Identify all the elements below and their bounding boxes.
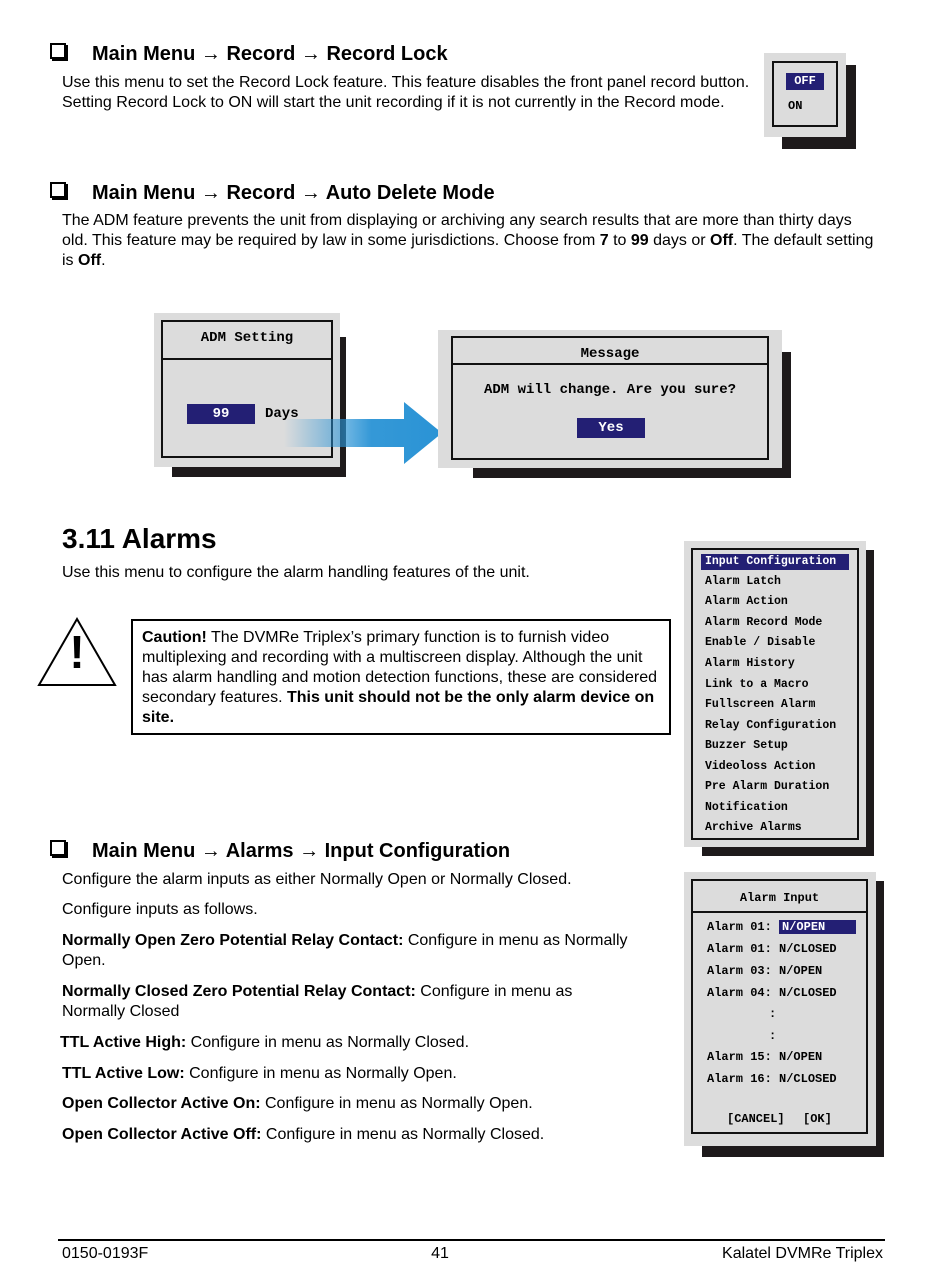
menu-item-videoloss-action[interactable]: Videoloss Action (705, 760, 816, 773)
message-dialog (438, 330, 782, 468)
menu-item-alarm-record-mode[interactable]: Alarm Record Mode (705, 616, 823, 629)
menu-item-notification[interactable]: Notification (705, 801, 788, 814)
record-lock-description: Use this menu to set the Record Lock feature. This feature disables the front panel record button. Setting Record Lock to ON will start the unit recording if it is not currently in the Record mode. (62, 74, 750, 111)
menu-item-pre-alarm-duration[interactable]: Pre Alarm Duration (705, 780, 830, 793)
input-config-p2: Configure inputs as follows. (62, 901, 258, 918)
menu-item-alarm-action[interactable]: Alarm Action (705, 595, 788, 608)
message-title: Message (580, 346, 640, 362)
checkbox-bullet-icon (50, 182, 66, 198)
alarm-row[interactable]: Alarm 04: N/CLOSED (707, 986, 837, 1000)
menu-item-link-to-macro[interactable]: Link to a Macro (705, 678, 809, 691)
record-lock-option-on[interactable]: ON (788, 99, 803, 113)
input-config-p1: Configure the alarm inputs as either Normally Open or Normally Closed. (62, 871, 572, 888)
section-title: 3.11 Alarms (62, 523, 217, 554)
menu-item-archive-alarms[interactable]: Archive Alarms (705, 821, 802, 834)
config-item: TTL Active High: Configure in menu as Normally Closed. (60, 1034, 470, 1051)
footer-doc-number: 0150-0193F (62, 1245, 149, 1262)
alarm-row[interactable]: Alarm 01: N/CLOSED (707, 942, 837, 956)
warning-exclamation: ! (69, 626, 85, 678)
divider (693, 911, 866, 913)
alarm-row[interactable]: Alarm 03: N/OPEN (707, 964, 823, 978)
alarms-menu (684, 541, 866, 847)
adm-days-input[interactable]: 99 (187, 404, 255, 424)
ellipsis: : (769, 1007, 777, 1021)
footer-rule (58, 1239, 885, 1241)
divider (453, 363, 767, 365)
alarm-input-dialog (684, 872, 876, 1146)
cancel-button[interactable]: [CANCEL] (727, 1112, 785, 1126)
config-item: TTL Active Low: Configure in menu as Normally Open. (62, 1065, 457, 1082)
menu-item-fullscreen-alarm[interactable]: Fullscreen Alarm (705, 698, 816, 711)
alarm-value-selected[interactable]: N/OPEN (779, 920, 856, 934)
ellipsis: : (769, 1029, 777, 1043)
ok-button[interactable]: [OK] (803, 1112, 832, 1126)
menu-item-buzzer-setup[interactable]: Buzzer Setup (705, 739, 788, 752)
alarm-row[interactable]: Alarm 01: N/OPEN (707, 920, 856, 934)
alarm-input-title: Alarm Input (739, 891, 820, 905)
caution-box (131, 619, 671, 735)
adm-days-label: Days (265, 406, 299, 422)
record-lock-menu (764, 53, 846, 137)
alarms-intro: Use this menu to configure the alarm handling features of the unit. (62, 564, 530, 581)
heading-record-lock: Main Menu → Record → Record Lock (50, 43, 448, 66)
adm-description: The ADM feature prevents the unit from displaying or archiving any search results that are more than thirty days old. This feature may be required by law in some jurisdictions. Choose from 7 to 99 days or Off. The default setting is Off. (62, 212, 874, 269)
config-item: Open Collector Active Off: Configure in menu as Normally Closed. (62, 1126, 545, 1143)
heading-auto-delete-mode: Main Menu → Record → Auto Delete Mode (50, 182, 495, 205)
yes-button[interactable]: Yes (577, 418, 645, 438)
record-lock-option-off[interactable]: OFF (786, 73, 824, 90)
menu-item-alarm-history[interactable]: Alarm History (705, 657, 795, 670)
divider (163, 358, 331, 360)
heading-input-configuration: Main Menu → Alarms → Input Configuration (50, 840, 510, 863)
menu-item-relay-configuration[interactable]: Relay Configuration (705, 719, 837, 732)
config-item: Normally Closed Zero Potential Relay Contact: Configure in menu as Normally Closed (62, 983, 573, 1020)
footer-product: Kalatel DVMRe Triplex (722, 1245, 883, 1262)
caution-text: Caution! The DVMRe Triplex’s primary function is to furnish video multiplexing and recording with a multiscreen display. Although the unit has alarm handling and motion detection functions, these are considered secondary features. This unit should not be the only alarm device on site. (142, 629, 657, 726)
config-item: Normally Open Zero Potential Relay Contact: Configure in menu as Normally Open. (62, 932, 628, 969)
menu-item-input-configuration[interactable]: Input Configuration (701, 554, 849, 570)
menu-item-alarm-latch[interactable]: Alarm Latch (705, 575, 781, 588)
checkbox-bullet-icon (50, 840, 66, 856)
message-text: ADM will change. Are you sure? (483, 382, 737, 398)
footer-page-number: 41 (431, 1245, 449, 1262)
adm-setting-title: ADM Setting (200, 330, 294, 346)
checkbox-bullet-icon (50, 43, 66, 59)
config-item: Open Collector Active On: Configure in menu as Normally Open. (62, 1095, 533, 1112)
arrow-right-icon (284, 402, 444, 464)
menu-item-enable-disable[interactable]: Enable / Disable (705, 636, 816, 649)
alarm-row[interactable]: Alarm 15: N/OPEN (707, 1050, 823, 1064)
alarm-row[interactable]: Alarm 16: N/CLOSED (707, 1072, 837, 1086)
